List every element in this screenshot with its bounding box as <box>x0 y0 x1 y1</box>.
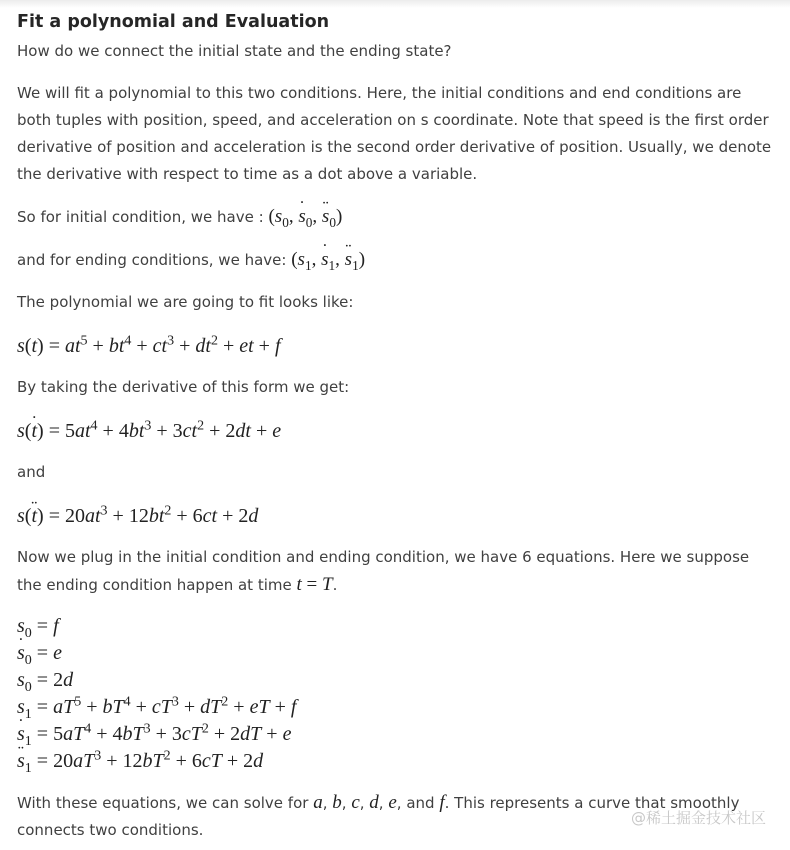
and-text: and <box>17 463 46 481</box>
solve-text-prefix: With these equations, we can solve for <box>17 794 309 812</box>
first-derivative-equation: s(t ˙) = $5at^4 + 4bt^3 + 3ct^2 + 2dt + e$ <box>17 417 777 445</box>
solve-var-e: e <box>388 792 397 813</box>
article-content <box>17 10 777 844</box>
solve-var-c: c <box>351 792 360 813</box>
equation-5: s $˙_1 = 5aT^4 + 4bT^3 + 3cT^2 + 2dT + e$ <box>17 721 777 748</box>
solve-var-f: f <box>439 792 445 813</box>
initial-condition-text: So for initial condition, we have : <box>17 208 264 226</box>
solve-var-d: d <box>369 792 379 813</box>
second-derivative-equation: s(t ¨) = $20at^3 + 12bt^2 + 6ct + 2d$ <box>17 502 777 530</box>
equation-system <box>17 613 777 775</box>
solve-and: and <box>406 794 435 812</box>
plug-in-text: Now we plug in the initial condition and ending condition, we have 6 equations. Here we suppose the ending condition happen at time <box>17 548 750 594</box>
equation-1: $s_0 = f$ <box>17 615 59 641</box>
equation-4: $s_1 = aT^5 + bT^4 + cT^3 + dT^2$ + eT + f <box>17 694 297 722</box>
paragraph-conditions: We will fit a polynomial to this two conditions. Here, the initial conditions and end conditions are both tuples with position, speed, and acceleration on s coordinate. Note that speed is the first order derivative of position and acceleration is the second order derivative of position. Usually, we denote the derivative with respect to time as a dot above a variable. <box>17 84 772 183</box>
equation-6: s $¨_1 = 20aT^3 + 12bT^2 + 6cT + 2d$ <box>17 748 777 775</box>
initial-condition-line <box>17 203 777 231</box>
derivative-intro: By taking the derivative of this form we get: <box>17 378 350 396</box>
ending-condition-text: and for ending conditions, we have: <box>17 251 287 269</box>
solve-var-a: a <box>313 792 323 813</box>
polynomial-equation: $s(t) = at^5 + bt^4 + ct^3 + dt^2$ + et + f <box>17 333 281 357</box>
section-heading: Fit a polynomial and Evaluation <box>17 12 330 32</box>
equation-3: $s_0 = 2d$ <box>17 669 74 695</box>
polynomial-intro: The polynomial we are going to fit looks like: <box>17 293 354 311</box>
plug-in-paragraph <box>17 544 777 599</box>
intro-question: How do we connect the initial state and the ending state? <box>17 42 452 60</box>
plug-in-end: . <box>332 576 338 594</box>
solve-var-b: b <box>332 792 342 813</box>
ending-condition-line <box>17 246 777 274</box>
initial-condition-formula: ($s_0$, s $˙_0$, s $¨_0$) <box>268 206 342 227</box>
time-condition-formula: t = T <box>296 574 333 595</box>
top-shadow <box>0 0 790 8</box>
watermark: @稀土掘金技术社区 <box>630 809 766 827</box>
solve-paragraph: With these equations, we can solve for a, b, c, d, e, and f. This represents a curve that smoothly connects two conditions. <box>17 792 740 839</box>
ending-condition-formula: ($s_1$, s $˙_1$, s $¨_1$) <box>291 249 365 270</box>
equation-2: s $˙_0 = e$ <box>17 640 777 667</box>
solve-text-suffix: . This represents a curve that smoothly connects two conditions. <box>17 794 740 839</box>
